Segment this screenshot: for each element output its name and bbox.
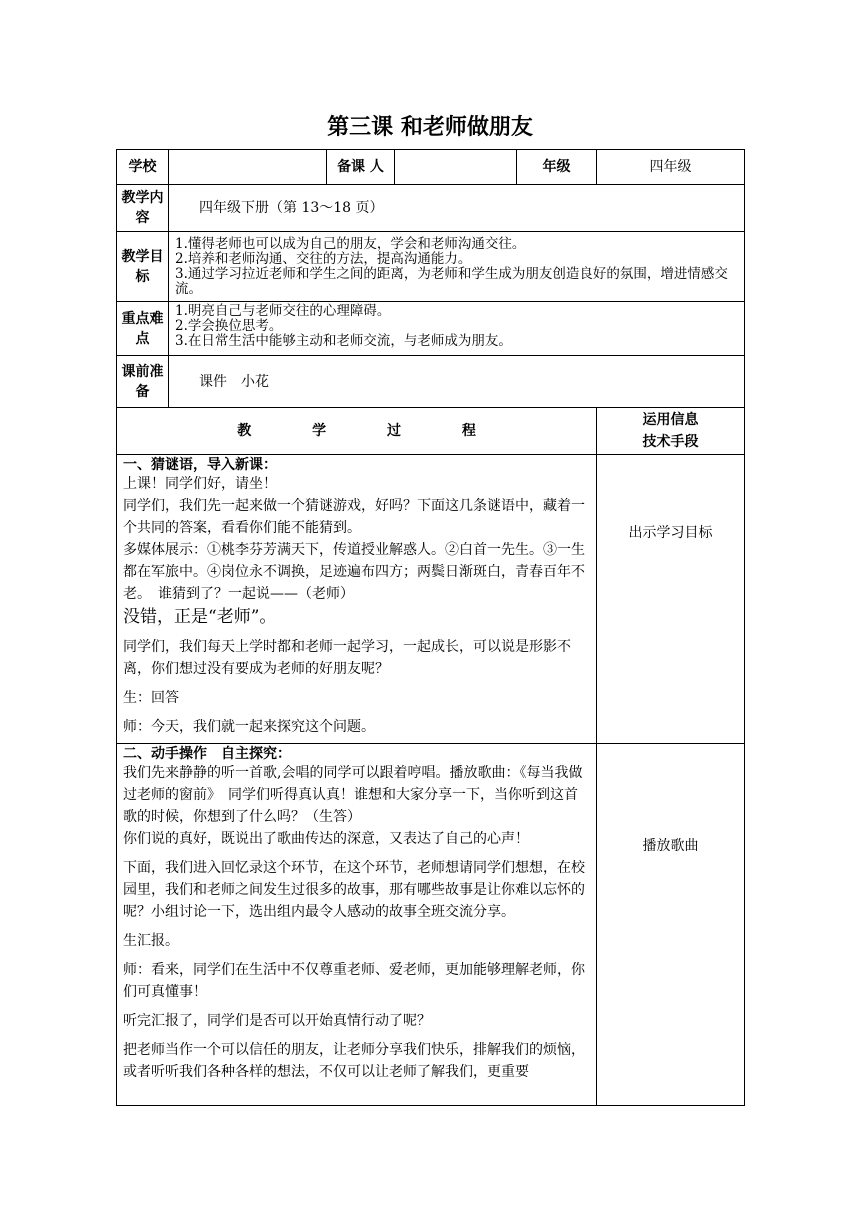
- school-value: [169, 150, 327, 185]
- section1-paragraph: 师：今天，我们就一起来探究这个问题。: [123, 719, 375, 735]
- keypoints-row: [117, 302, 745, 356]
- section2-tech: 播放歌曲: [597, 744, 745, 1106]
- section1-paragraph: 上课！同学们好，请坐！: [123, 476, 277, 492]
- content-value: 四年级下册（第 13～18 页）: [169, 185, 745, 232]
- goal-item: 2.培养和老师沟通、交往的方法，提高沟通能力。: [175, 250, 472, 267]
- page-title: 第三课 和老师做朋友: [327, 115, 533, 140]
- process-char: 程: [461, 423, 476, 439]
- section2-content: [117, 744, 597, 1106]
- tech-header-line-1: 运用信息: [642, 412, 699, 428]
- goals-label: 教学目标: [117, 232, 169, 302]
- section2-paragraph: 下面，我们进入回忆录这个环节，在这个环节，老师想请同学们想想，在校园里，我们和老师之间发生过很多的故事，那有哪些故事是让你难以忘怀的呢？小组讨论一下，选出组内最令人感动的故事全班交流分享。: [123, 860, 585, 920]
- section2-paragraph: 生汇报。: [123, 933, 179, 949]
- keypoint-item: 2.学会换位思考。: [175, 318, 283, 334]
- preparer-value: [395, 150, 517, 185]
- process-char: 过: [386, 423, 401, 439]
- goals-list: [169, 232, 745, 302]
- goal-item: 3.通过学习拉近老师和学生之间的距离，为老师和学生成为朋友创造良好的氛围，增进情感交流。: [175, 265, 728, 297]
- process-char: 教: [237, 423, 252, 439]
- grade-label: 年级: [517, 150, 597, 185]
- keypoint-item: 1.明亮自己与老师交往的心理障碍。: [175, 303, 391, 319]
- content-label: 教学内容: [117, 185, 169, 232]
- section2-paragraph: 你们说的真好，既说出了歌曲传达的深意，又表达了自己的心声！: [123, 831, 529, 847]
- section2-paragraph: 师：看来，同学们在生活中不仅尊重老师、爱老师，更加能够理解老师，你们可真懂事！: [123, 962, 585, 1000]
- tech-header: [597, 408, 745, 455]
- section2-row: [117, 744, 745, 1106]
- section1-paragraph: 同学们，我们每天上学时都和老师一起学习，一起成长，可以说是形影不离，你们想过没有要成为老师的好朋友呢？: [123, 639, 571, 677]
- lesson-plan-table: [116, 149, 745, 1106]
- goal-item: 1.懂得老师也可以成为自己的朋友，学会和老师沟通交往。: [175, 235, 526, 252]
- prep-value: 课件 小花: [169, 356, 745, 408]
- process-header: [117, 408, 597, 455]
- prep-row: [117, 356, 745, 408]
- section1-paragraph: 生：回答: [123, 690, 179, 706]
- section1-paragraph: 多媒体展示：①桃李芬芳满天下，传道授业解惑人。②白首一先生。③一生都在军旅中。④岗位永不调换，足迹遍布四方；两鬓日渐斑白，青春百年不老。 谁猜到了？一起说——（老师）: [123, 542, 585, 602]
- process-header-row: [117, 408, 745, 455]
- header-row: [117, 150, 745, 185]
- section2-paragraph: 把老师当作一个可以信任的朋友，让老师分享我们快乐，排解我们的烦恼，或者听听我们各种各样的想法，不仅可以让老师了解我们，更重要: [123, 1042, 585, 1080]
- keypoints-list: [169, 302, 745, 356]
- keypoints-label: 重点难点: [117, 302, 169, 356]
- section1-paragraph: 没错，正是“老师”。: [123, 607, 277, 627]
- process-char: 学: [312, 423, 327, 439]
- tech-header-line-2: 技术手段: [642, 434, 699, 450]
- goals-row: [117, 232, 745, 302]
- preparer-label: 备课 人: [327, 150, 395, 185]
- section2-heading: 二、动手操作 自主探究：: [123, 746, 291, 762]
- section1-heading: 一、猜谜语，导入新课：: [123, 457, 277, 473]
- section2-paragraph: 我们先来静静的听一首歌,会唱的同学可以跟着哼唱。播放歌曲：《每当我做过老师的窗前》 同学们听得真认真！谁想和大家分享一下，当你听到这首歌的时候，你想到了什么吗？（生答）: [123, 765, 583, 825]
- section1-paragraph: 同学们，我们先一起来做一个猜谜游戏，好吗？下面这几条谜语中，藏着一个共同的答案，看看你们能不能猜到。: [123, 498, 585, 536]
- content-row: [117, 185, 745, 232]
- prep-label: 课前准备: [117, 356, 169, 408]
- school-label: 学校: [117, 150, 169, 185]
- section1-row: [117, 455, 745, 744]
- section1-tech: 出示学习目标: [597, 455, 745, 744]
- grade-value: 四年级: [597, 150, 745, 185]
- keypoint-item: 3.在日常生活中能够主动和老师交流，与老师成为朋友。: [175, 333, 512, 349]
- section2-paragraph: 听完汇报了，同学们是否可以开始真情行动了呢？: [123, 1013, 431, 1029]
- section1-content: [117, 455, 597, 744]
